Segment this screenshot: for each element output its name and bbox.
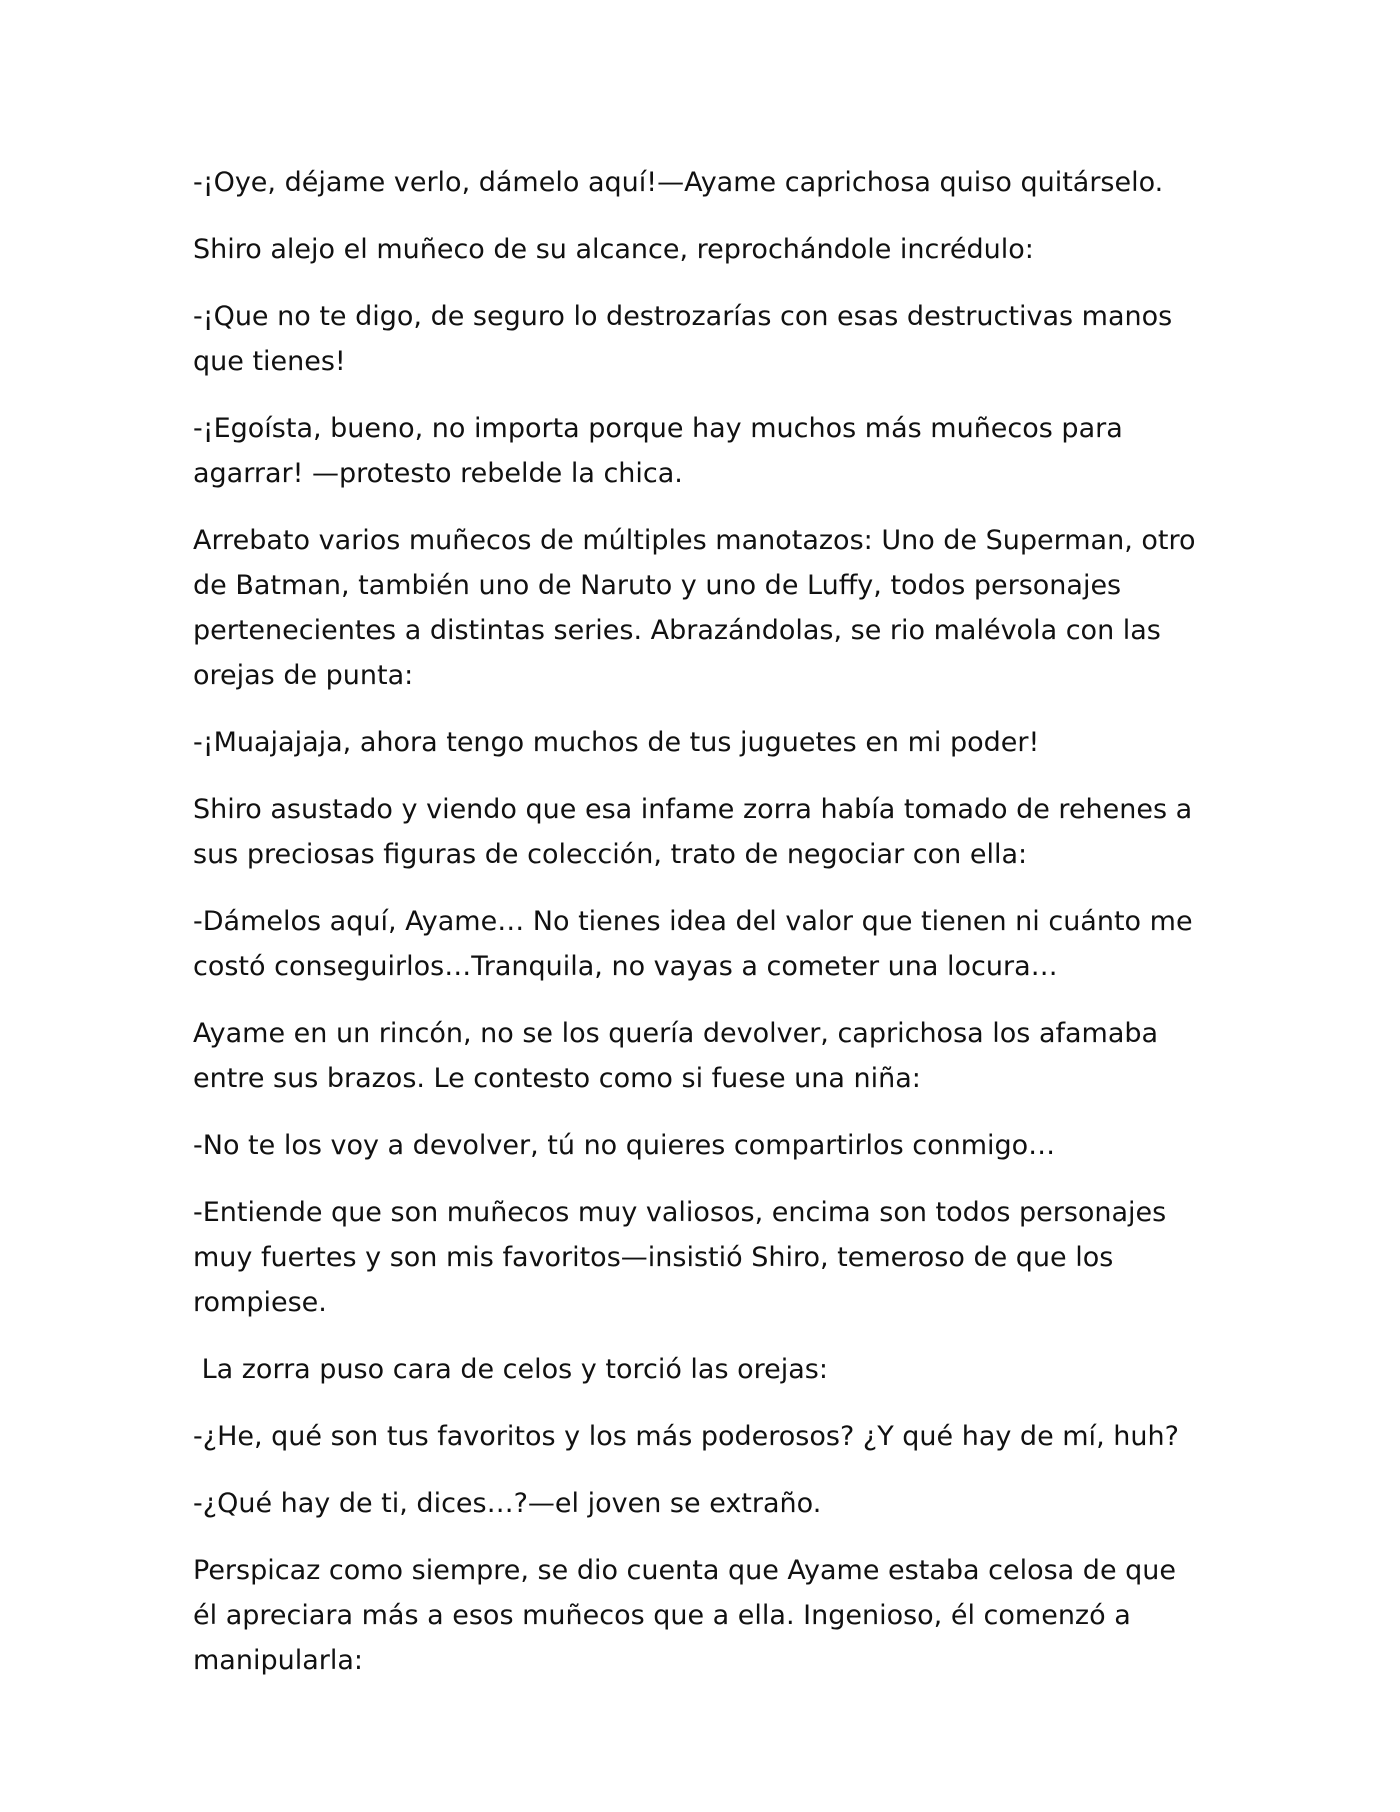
paragraph: -¿Qué hay de ti, dices…?—el joven se extraño.: [193, 1488, 822, 1519]
document-body: [193, 160, 1208, 1705]
paragraph: -Entiende que son muñecos muy valiosos, encima son todos personajes muy fuertes y son mis favoritos—insistió Shiro, temeroso de que los rompiese.: [193, 1197, 1167, 1318]
paragraph: -No te los voy a devolver, tú no quieres compartirlos conmigo…: [193, 1130, 1056, 1161]
paragraph: -Dámelos aquí, Ayame… No tienes idea del valor que tienen ni cuánto me costó conseguirlos…Tranquila, no vayas a cometer una locura…: [193, 906, 1193, 982]
paragraph: -¡Muajajaja, ahora tengo muchos de tus juguetes en mi poder!: [193, 727, 1040, 758]
paragraph: -¡Egoísta, bueno, no importa porque hay muchos más muñecos para agarrar! —protesto rebelde la chica.: [193, 413, 1123, 489]
paragraph: Shiro asustado y viendo que esa infame zorra había tomado de rehenes a sus preciosas figuras de colección, trato de negociar con ella:: [193, 794, 1193, 870]
paragraph: Arrebato varios muñecos de múltiples manotazos: Uno de Superman, otro de Batman, también uno de Naruto y uno de Luffy, todos personajes pertenecientes a distintas series. Abrazándolas, se rio malévola con las orejas de punta:: [193, 525, 1196, 691]
paragraph: -¡Que no te digo, de seguro lo destrozarías con esas destructivas manos que tienes!: [193, 301, 1173, 377]
paragraph: Perspicaz como siempre, se dio cuenta que Ayame estaba celosa de que él apreciara más a esos muñecos que a ella. Ingenioso, él comenzó a manipularla:: [193, 1555, 1176, 1676]
paragraph: -¿He, qué son tus favoritos y los más poderosos? ¿Y qué hay de mí, huh?: [193, 1421, 1179, 1452]
paragraph: Shiro alejo el muñeco de su alcance, reprochándole incrédulo:: [193, 234, 1034, 265]
paragraph: Ayame en un rincón, no se los quería devolver, caprichosa los afamaba entre sus brazos. Le contesto como si fuese una niña:: [193, 1018, 1159, 1094]
paragraph: La zorra puso cara de celos y torció las orejas:: [193, 1354, 828, 1385]
paragraph: -¡Oye, déjame verlo, dámelo aquí!—Ayame caprichosa quiso quitárselo.: [193, 167, 1164, 198]
